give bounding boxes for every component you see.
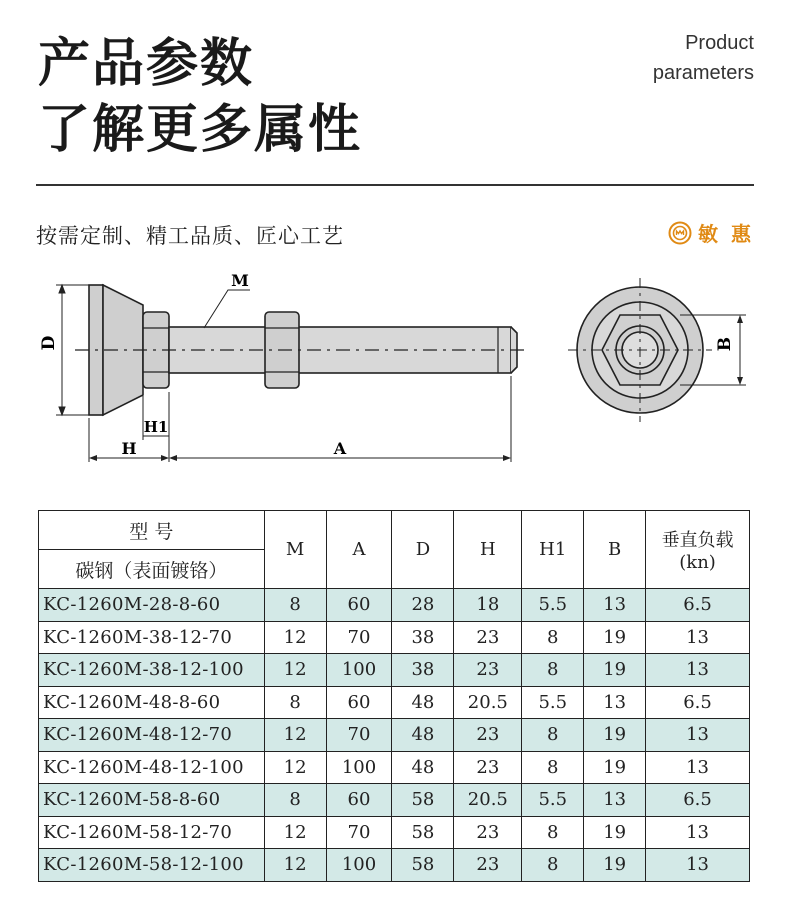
cell-b: 13 — [584, 784, 646, 817]
table-row — [39, 589, 750, 622]
cell-h1: 8 — [522, 654, 584, 687]
label-a: A — [333, 439, 347, 458]
english-title-line-2: parameters — [652, 62, 754, 84]
title-line-1: 产品参数 — [38, 34, 255, 94]
cell-d: 28 — [392, 589, 454, 622]
cell-d: 38 — [392, 654, 454, 687]
cell-m: 12 — [264, 816, 326, 849]
cell-load: 13 — [646, 621, 750, 654]
table-row — [39, 784, 750, 817]
cell-h: 23 — [454, 751, 522, 784]
cell-h1: 8 — [522, 621, 584, 654]
cell-d: 38 — [392, 621, 454, 654]
header-load-line1: 垂直负载 — [661, 530, 734, 551]
cell-h1: 8 — [522, 719, 584, 752]
brand-logo-icon — [668, 221, 692, 245]
header-model: 型 号 — [39, 511, 265, 550]
cell-model: KC-1260M-58-12-70 — [39, 816, 265, 849]
label-b: B — [715, 336, 735, 352]
table-row — [39, 654, 750, 687]
cell-load: 13 — [646, 849, 750, 882]
cell-a: 60 — [326, 686, 392, 719]
cell-a: 100 — [326, 751, 392, 784]
cell-h1: 8 — [522, 816, 584, 849]
cell-load: 13 — [646, 751, 750, 784]
cell-h: 23 — [454, 816, 522, 849]
label-h: H — [121, 439, 137, 458]
header-col-load — [646, 511, 750, 589]
cell-load: 13 — [646, 719, 750, 752]
header-col-m: M — [264, 511, 326, 589]
cell-b: 19 — [584, 719, 646, 752]
cell-a: 70 — [326, 719, 392, 752]
cell-m: 8 — [264, 589, 326, 622]
table-row — [39, 751, 750, 784]
cell-h1: 8 — [522, 849, 584, 882]
cell-h: 18 — [454, 589, 522, 622]
cell-m: 8 — [264, 686, 326, 719]
cell-a: 60 — [326, 589, 392, 622]
cell-model: KC-1260M-28-8-60 — [39, 589, 265, 622]
cell-load: 13 — [646, 654, 750, 687]
technical-drawing — [0, 262, 790, 502]
cell-h1: 5.5 — [522, 686, 584, 719]
cell-b: 19 — [584, 816, 646, 849]
header-col-b: B — [584, 511, 646, 589]
cell-m: 12 — [264, 621, 326, 654]
cell-h: 23 — [454, 654, 522, 687]
cell-d: 58 — [392, 849, 454, 882]
header-divider — [36, 184, 754, 186]
cell-h: 23 — [454, 621, 522, 654]
cell-model: KC-1260M-58-12-100 — [39, 849, 265, 882]
header-col-h1: H1 — [522, 511, 584, 589]
cell-b: 13 — [584, 589, 646, 622]
cell-m: 12 — [264, 719, 326, 752]
cell-model: KC-1260M-38-12-100 — [39, 654, 265, 687]
table-row — [39, 719, 750, 752]
cell-d: 58 — [392, 784, 454, 817]
cell-b: 19 — [584, 621, 646, 654]
cell-b: 19 — [584, 751, 646, 784]
cell-d: 48 — [392, 686, 454, 719]
brand — [668, 218, 754, 247]
cell-load: 13 — [646, 816, 750, 849]
cell-d: 58 — [392, 816, 454, 849]
header-load-line2: (kn) — [679, 552, 716, 573]
cell-load: 6.5 — [646, 686, 750, 719]
spec-table — [38, 510, 750, 882]
cell-m: 12 — [264, 654, 326, 687]
cell-h1: 8 — [522, 751, 584, 784]
cell-m: 12 — [264, 849, 326, 882]
cell-a: 60 — [326, 784, 392, 817]
cell-model: KC-1260M-48-12-100 — [39, 751, 265, 784]
cell-d: 48 — [392, 751, 454, 784]
header-col-d: D — [392, 511, 454, 589]
cell-b: 19 — [584, 654, 646, 687]
table-row — [39, 816, 750, 849]
cell-a: 100 — [326, 654, 392, 687]
header-col-h: H — [454, 511, 522, 589]
cell-load: 6.5 — [646, 589, 750, 622]
cell-a: 100 — [326, 849, 392, 882]
cell-load: 6.5 — [646, 784, 750, 817]
label-d: D — [39, 335, 59, 351]
table-row — [39, 621, 750, 654]
cell-a: 70 — [326, 816, 392, 849]
cell-h: 20.5 — [454, 784, 522, 817]
cell-d: 48 — [392, 719, 454, 752]
label-m: M — [231, 271, 249, 290]
table-row — [39, 849, 750, 882]
spec-table-body — [39, 589, 750, 882]
cell-m: 12 — [264, 751, 326, 784]
english-title-line-1: Product — [685, 32, 754, 54]
cell-m: 8 — [264, 784, 326, 817]
cell-h1: 5.5 — [522, 784, 584, 817]
cell-model: KC-1260M-38-12-70 — [39, 621, 265, 654]
label-h1: H1 — [143, 418, 169, 436]
cell-b: 19 — [584, 849, 646, 882]
cell-model: KC-1260M-48-12-70 — [39, 719, 265, 752]
cell-a: 70 — [326, 621, 392, 654]
cell-model: KC-1260M-48-8-60 — [39, 686, 265, 719]
header-material: 碳钢（表面镀铬） — [39, 550, 265, 589]
cell-h: 20.5 — [454, 686, 522, 719]
title-line-2: 了解更多属性 — [38, 100, 363, 160]
brand-name: 敏 惠 — [698, 222, 754, 246]
cell-b: 13 — [584, 686, 646, 719]
cell-h: 23 — [454, 719, 522, 752]
table-row — [39, 686, 750, 719]
cell-h: 23 — [454, 849, 522, 882]
subtitle: 按需定制、精工品质、匠心工艺 — [36, 224, 344, 248]
cell-h1: 5.5 — [522, 589, 584, 622]
header-col-a: A — [326, 511, 392, 589]
cell-model: KC-1260M-58-8-60 — [39, 784, 265, 817]
